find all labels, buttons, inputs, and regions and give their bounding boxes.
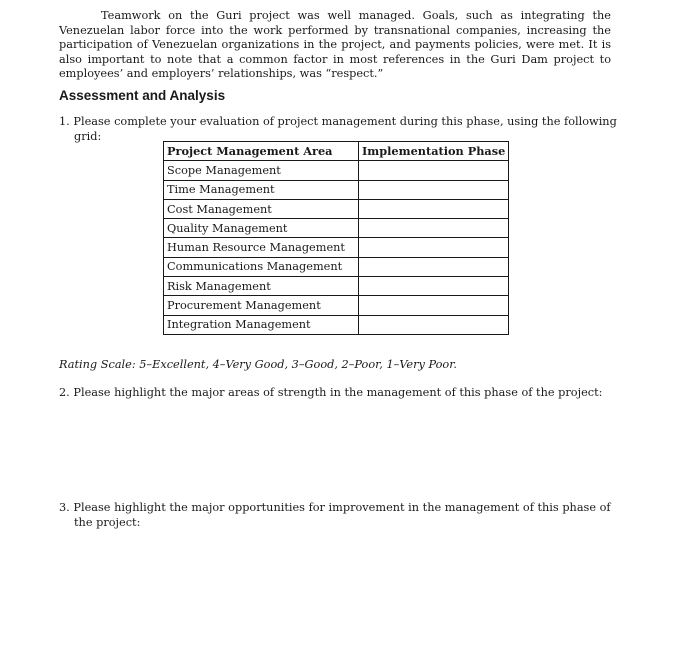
grid-area-cell: Cost Management (164, 199, 359, 218)
table-row (164, 277, 509, 296)
section-heading: Assessment and Analysis (59, 88, 226, 103)
grid-rating-cell[interactable] (359, 257, 509, 276)
grid-header-row (164, 142, 509, 161)
table-row (164, 296, 509, 315)
grid-area-cell: Risk Management (164, 277, 359, 296)
table-row (164, 199, 509, 218)
grid-header-phase: Implementation Phase (359, 142, 509, 161)
grid-header-area: Project Management Area (164, 142, 359, 161)
grid-area-cell: Human Resource Management (164, 238, 359, 257)
grid-rating-cell[interactable] (359, 315, 509, 334)
grid-rating-cell[interactable] (359, 277, 509, 296)
evaluation-grid (163, 141, 509, 335)
grid-area-cell: Communications Management (164, 257, 359, 276)
rating-scale: Rating Scale: 5–Excellent, 4–Very Good, 3–Good, 2–Poor, 1–Very Poor. (59, 358, 457, 371)
grid-area-cell: Time Management (164, 180, 359, 199)
grid-rating-cell[interactable] (359, 199, 509, 218)
question-3: 3. Please highlight the major opportunities for improvement in the management of this phase of the project: (59, 501, 611, 529)
table-row (164, 219, 509, 238)
grid-area-cell: Quality Management (164, 219, 359, 238)
grid-rating-cell[interactable] (359, 296, 509, 315)
table-row (164, 257, 509, 276)
grid-rating-cell[interactable] (359, 180, 509, 199)
grid-area-cell: Integration Management (164, 315, 359, 334)
table-row (164, 315, 509, 334)
table-row (164, 238, 509, 257)
question-1: 1. Please complete your evaluation of project management during this phase, using the following grid: (59, 115, 617, 143)
table-row (164, 161, 509, 180)
grid-rating-cell[interactable] (359, 238, 509, 257)
intro-paragraph: Teamwork on the Guri project was well managed. Goals, such as integrating the Venezuelan labor force into the work performed by transnational companies, increasing the participation of Venezuelan organizations in the project, and payments policies, were met. It is also important to note that a common factor in most references in the Guri Dam project to employees’ and employers’ relationships, was “respect.” (59, 9, 611, 81)
grid-area-cell: Scope Management (164, 161, 359, 180)
grid-rating-cell[interactable] (359, 161, 509, 180)
grid-area-cell: Procurement Management (164, 296, 359, 315)
question-2: 2. Please highlight the major areas of strength in the management of this phase of the project: (59, 386, 603, 399)
table-row (164, 180, 509, 199)
grid-rating-cell[interactable] (359, 219, 509, 238)
